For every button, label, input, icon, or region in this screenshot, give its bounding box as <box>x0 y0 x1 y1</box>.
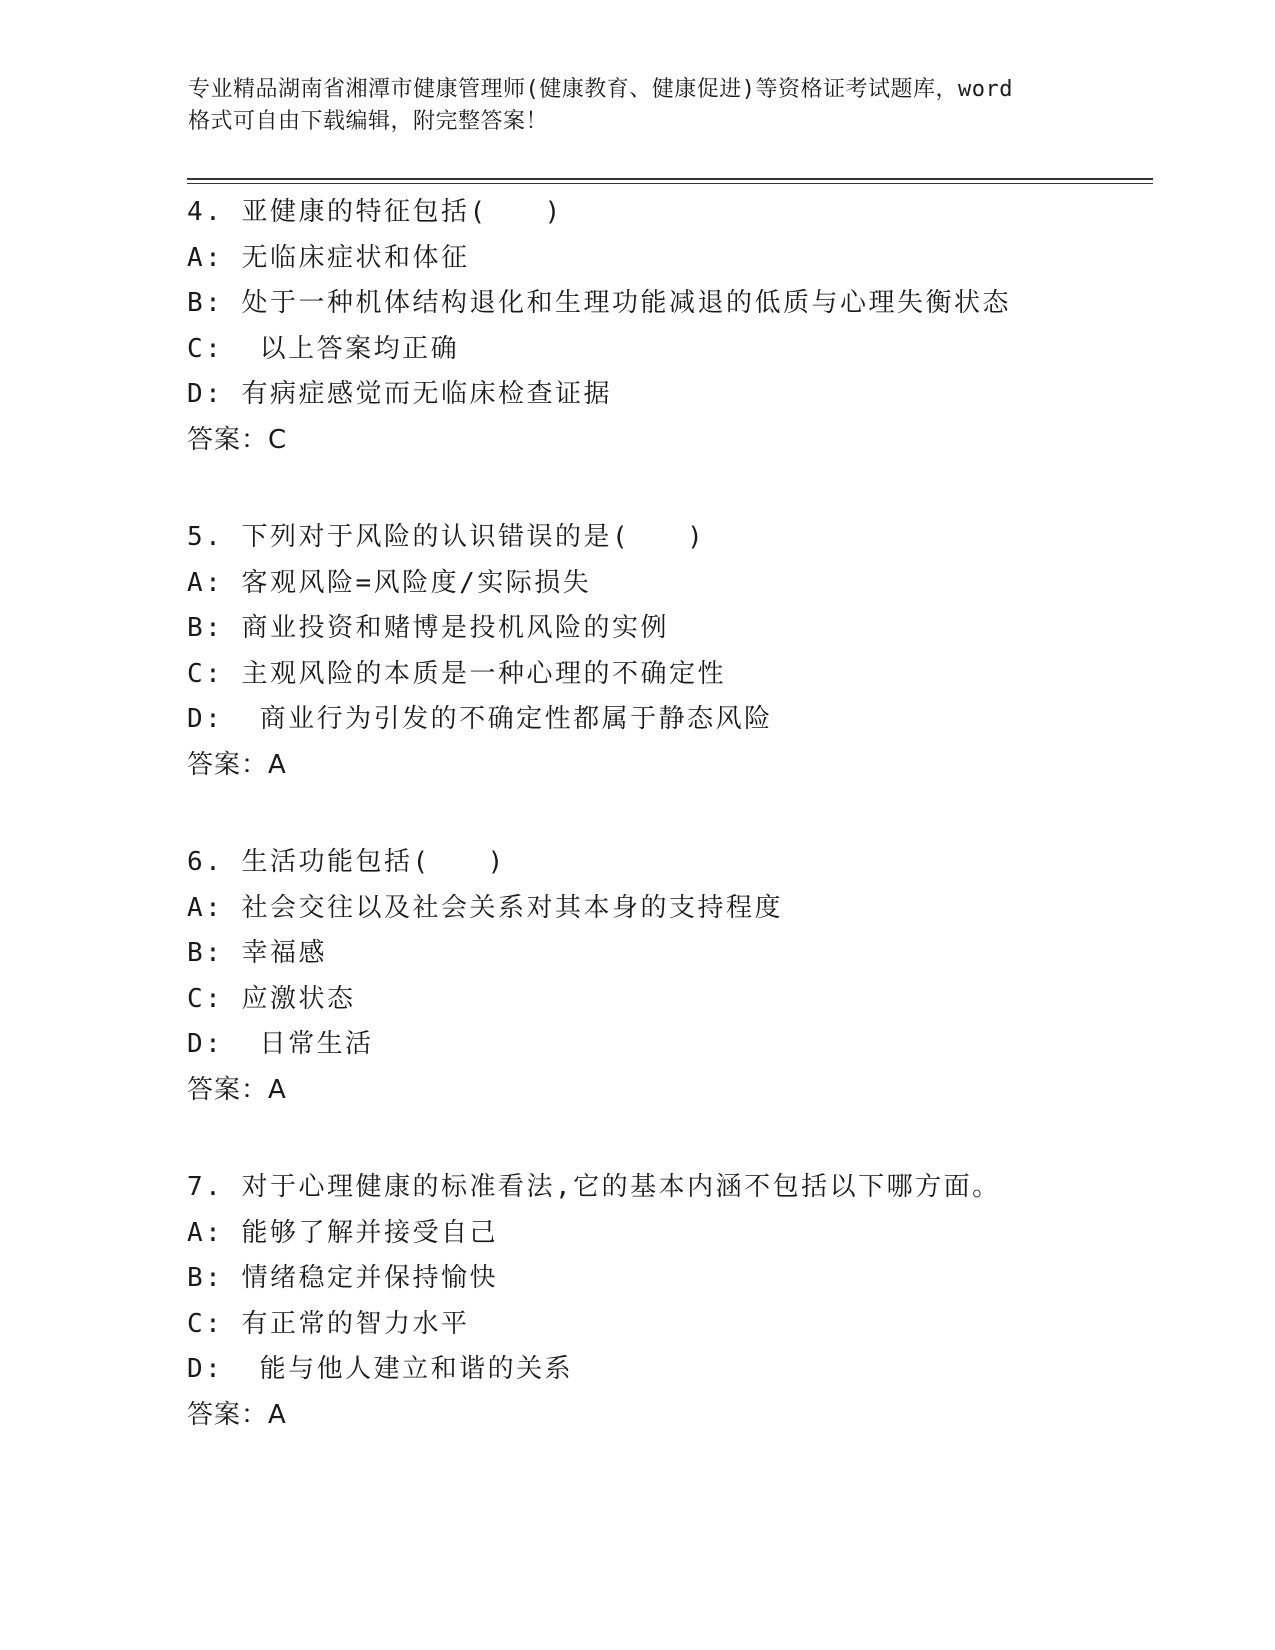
option-d: D: 商业行为引发的不确定性都属于静态风险 <box>187 704 773 734</box>
question-6 <box>187 840 1147 1113</box>
option-a: A: 客观风险=风险度/实际损失 <box>187 567 592 598</box>
option-c: C: 有正常的智力水平 <box>187 1308 470 1339</box>
question-stem: 7. 对于心理健康的标准看法,它的基本内涵不包括以下哪方面。 <box>187 1172 1001 1202</box>
option-c: C: 应激状态 <box>187 983 356 1014</box>
option-a: A: 无临床症状和体征 <box>187 242 470 273</box>
option-c: C: 主观风险的本质是一种心理的不确定性 <box>187 658 726 689</box>
option-b: B: 幸福感 <box>187 938 327 968</box>
header-divider-thin <box>187 183 1153 184</box>
option-b: B: 情绪稳定并保持愉快 <box>187 1263 498 1293</box>
header-line-1: 专业精品湖南省湘潭市健康管理师(健康教育、健康促进)等资格证考试题库，word <box>188 77 1013 102</box>
question-stem: 4. 亚健康的特征包括( ) <box>187 197 563 227</box>
option-c: C: 以上答案均正确 <box>187 333 460 364</box>
option-b: B: 处于一种机体结构退化和生理功能减退的低质与心理失衡状态 <box>187 288 1011 318</box>
header-divider-thick <box>187 178 1153 180</box>
answer: 答案：C <box>187 424 288 455</box>
question-4 <box>187 190 1147 463</box>
answer: 答案：A <box>187 1399 287 1430</box>
answer: 答案：A <box>187 749 287 780</box>
answer: 答案：A <box>187 1074 287 1105</box>
option-d: D: 能与他人建立和谐的关系 <box>187 1354 574 1384</box>
document-header <box>188 74 1088 138</box>
option-d: D: 有病症感觉而无临床检查证据 <box>187 379 612 409</box>
question-stem: 6. 生活功能包括( ) <box>187 847 506 877</box>
option-b: B: 商业投资和赌博是投机风险的实例 <box>187 613 669 643</box>
option-a: A: 社会交往以及社会关系对其本身的支持程度 <box>187 892 783 923</box>
question-list <box>187 190 1147 1490</box>
question-7 <box>187 1165 1147 1438</box>
option-d: D: 日常生活 <box>187 1029 374 1059</box>
header-line-2: 格式可自由下载编辑，附完整答案！ <box>188 109 549 134</box>
question-5 <box>187 515 1147 788</box>
option-a: A: 能够了解并接受自己 <box>187 1217 498 1248</box>
question-stem: 5. 下列对于风险的认识错误的是( ) <box>187 522 706 552</box>
